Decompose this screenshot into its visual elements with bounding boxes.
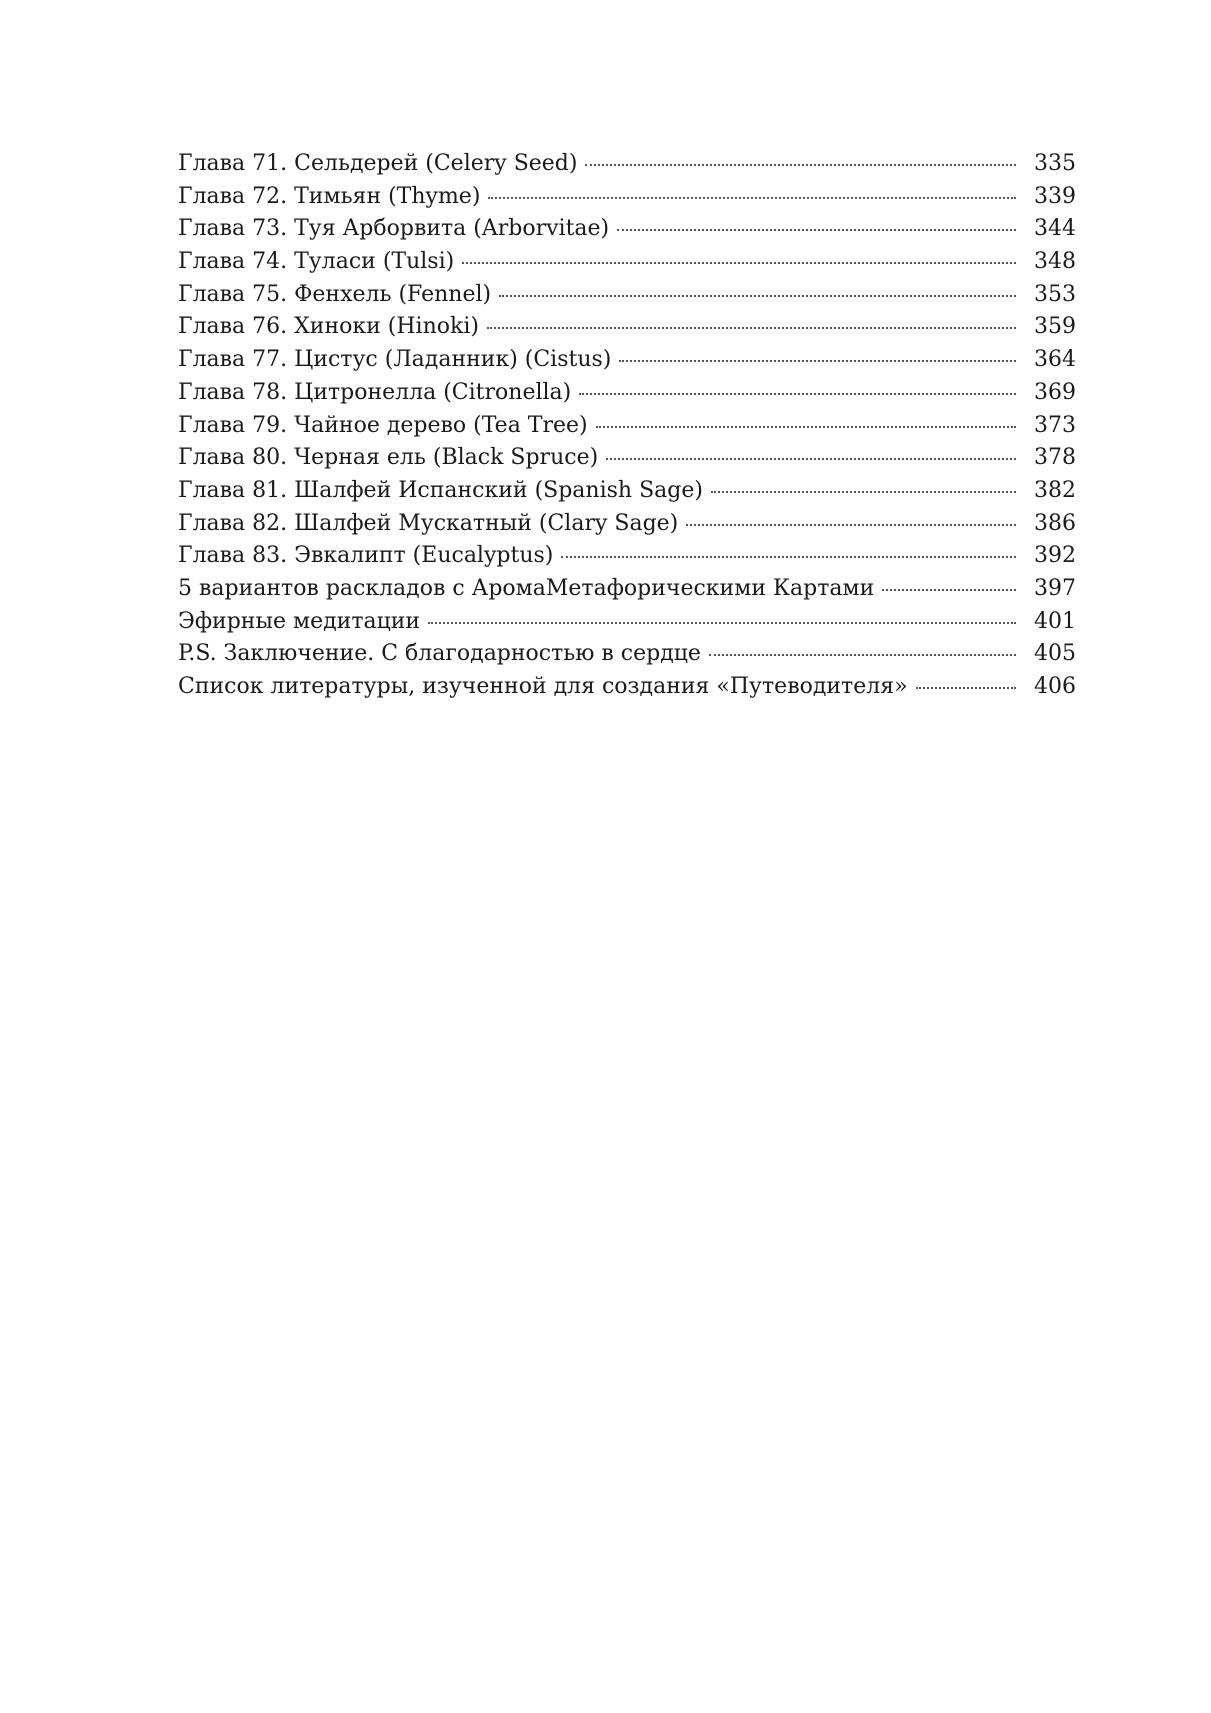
toc-dot-leader xyxy=(428,622,1016,624)
toc-dot-leader xyxy=(487,327,1016,329)
toc-entry-title: Глава 73. Туя Арборвита (Arborvitae) xyxy=(178,216,610,242)
toc-dot-leader xyxy=(585,164,1016,166)
toc-entry[interactable] xyxy=(178,246,1076,279)
toc-entry-title: Глава 78. Цитронелла (Citronella) xyxy=(178,379,572,405)
toc-entry[interactable] xyxy=(178,181,1076,214)
toc-entry-page: 386 xyxy=(1034,510,1076,536)
toc-entry-title: Глава 76. Хиноки (Hinoki) xyxy=(178,314,479,340)
toc-entry-title: P.S. Заключение. С благодарностью в сердце xyxy=(178,641,701,667)
toc-entry-title: 5 вариантов раскладов с АромаМетафорическими Картами xyxy=(178,575,875,601)
toc-entry[interactable] xyxy=(178,671,1076,704)
toc-entry[interactable] xyxy=(178,148,1076,181)
toc-entry-title: Эфирные медитации xyxy=(178,608,421,634)
toc-dot-leader xyxy=(882,589,1016,591)
toc-dot-leader xyxy=(711,491,1016,493)
toc-entry-title: Глава 75. Фенхель (Fennel) xyxy=(178,281,492,307)
toc-entry-title: Глава 77. Цистус (Ладанник) (Cistus) xyxy=(178,347,612,373)
toc-dot-leader xyxy=(606,458,1016,460)
toc-entry-page: 373 xyxy=(1034,412,1076,438)
toc-dot-leader xyxy=(617,229,1016,231)
toc-entry[interactable] xyxy=(178,638,1076,671)
toc-entry[interactable] xyxy=(178,410,1076,443)
toc-entry[interactable] xyxy=(178,311,1076,344)
toc-entry[interactable] xyxy=(178,606,1076,639)
toc-dot-leader xyxy=(499,295,1016,297)
toc-entry-title: Глава 72. Тимьян (Thyme) xyxy=(178,183,481,209)
toc-entry-title: Глава 82. Шалфей Мускатный (Clary Sage) xyxy=(178,510,679,536)
toc-entry-page: 397 xyxy=(1034,575,1076,601)
toc-entry-page: 364 xyxy=(1034,347,1076,373)
toc-dot-leader xyxy=(579,393,1016,395)
toc-entry-page: 405 xyxy=(1034,641,1076,667)
toc-entry-page: 406 xyxy=(1034,674,1076,699)
toc-entry-title: Глава 71. Сельдерей (Celery Seed) xyxy=(178,151,578,176)
toc-entry[interactable] xyxy=(178,213,1076,246)
toc-entry-page: 369 xyxy=(1034,379,1076,405)
toc-entry-page: 401 xyxy=(1034,608,1076,634)
toc-entry-title: Глава 80. Черная ель (Black Spruce) xyxy=(178,445,599,471)
toc-entry-page: 382 xyxy=(1034,477,1076,503)
toc-dot-leader xyxy=(462,262,1016,264)
toc-entry[interactable] xyxy=(178,344,1076,377)
toc-entry-title: Глава 83. Эвкалипт (Eucalyptus) xyxy=(178,543,554,569)
toc-entry[interactable] xyxy=(178,573,1076,606)
toc-dot-leader xyxy=(619,360,1016,362)
toc-entry[interactable] xyxy=(178,508,1076,541)
toc-entry-page: 353 xyxy=(1034,281,1076,307)
toc-entry-page: 335 xyxy=(1034,151,1076,176)
toc-entry-title: Глава 81. Шалфей Испанский (Spanish Sage) xyxy=(178,477,703,503)
toc-entry[interactable] xyxy=(178,540,1076,573)
toc-dot-leader xyxy=(488,197,1016,199)
toc-entry-page: 344 xyxy=(1034,216,1076,242)
toc-entry[interactable] xyxy=(178,442,1076,475)
toc-dot-leader xyxy=(709,654,1016,656)
toc-dot-leader xyxy=(916,687,1016,689)
toc-entry[interactable] xyxy=(178,475,1076,508)
toc-entry[interactable] xyxy=(178,279,1076,312)
toc-entry-title: Глава 74. Туласи (Tulsi) xyxy=(178,249,455,275)
toc-entry-page: 392 xyxy=(1034,543,1076,569)
toc-dot-leader xyxy=(596,426,1016,428)
toc-dot-leader xyxy=(686,524,1016,526)
toc-dot-leader xyxy=(561,556,1016,558)
toc-entry-page: 339 xyxy=(1034,183,1076,209)
table-of-contents xyxy=(178,148,1076,704)
toc-entry[interactable] xyxy=(178,377,1076,410)
toc-entry-title: Глава 79. Чайное дерево (Tea Tree) xyxy=(178,412,588,438)
toc-entry-title: Список литературы, изученной для создания «Путеводителя» xyxy=(178,674,908,699)
toc-entry-page: 359 xyxy=(1034,314,1076,340)
toc-entry-page: 378 xyxy=(1034,445,1076,471)
toc-entry-page: 348 xyxy=(1034,249,1076,275)
